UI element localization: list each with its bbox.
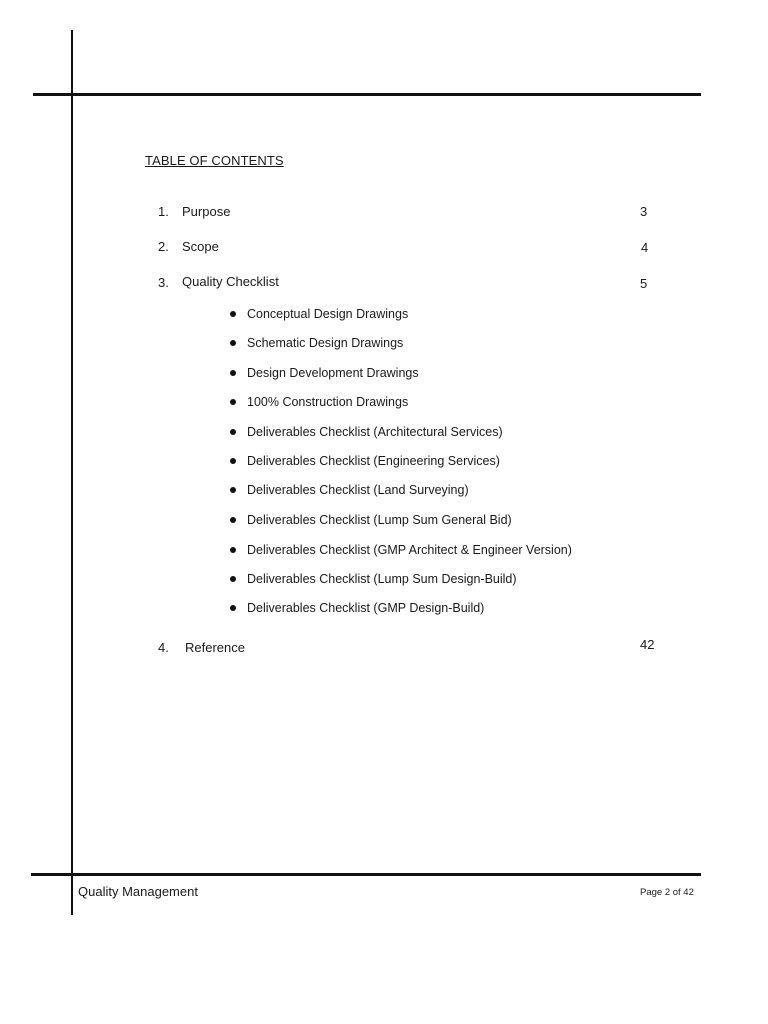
- bullet-icon: [230, 370, 236, 376]
- toc-sub-item: Deliverables Checklist (Engineering Services): [230, 454, 500, 468]
- toc-entry-label: Purpose: [182, 204, 231, 219]
- header-rule: [33, 93, 701, 96]
- bullet-icon: [230, 340, 236, 346]
- toc-entry-number: 3.: [158, 275, 169, 290]
- bullet-icon: [230, 605, 236, 611]
- bullet-icon: [230, 429, 236, 435]
- toc-entry-page: 3: [640, 204, 648, 219]
- toc-sub-item: Deliverables Checklist (Lump Sum Design-Build): [230, 572, 517, 586]
- toc-entry-number: 4.: [158, 640, 169, 655]
- bullet-icon: [230, 517, 236, 523]
- toc-entry-page: 4: [641, 240, 649, 255]
- footer-document-title: Quality Management: [78, 884, 198, 899]
- footer-page-number: Page 2 of 42: [640, 887, 694, 898]
- toc-sub-item: Deliverables Checklist (Land Surveying): [230, 483, 469, 497]
- bullet-icon: [230, 487, 236, 493]
- toc-entry-label: Reference: [185, 640, 245, 655]
- toc-sub-item: 100% Construction Drawings: [230, 395, 408, 409]
- toc-entry-number: 2.: [158, 239, 169, 254]
- bullet-icon: [230, 547, 236, 553]
- footer-rule: [31, 873, 701, 876]
- toc-entry-page: 42: [640, 637, 655, 652]
- toc-entry-label: Quality Checklist: [182, 274, 279, 289]
- bullet-icon: [230, 399, 236, 405]
- toc-sub-item: Schematic Design Drawings: [230, 336, 403, 350]
- left-margin-rule: [71, 30, 73, 915]
- toc-entry-page: 5: [640, 276, 648, 291]
- toc-sub-item: Deliverables Checklist (GMP Design-Build): [230, 601, 484, 615]
- toc-sub-item: Deliverables Checklist (Lump Sum General Bid): [230, 513, 512, 527]
- toc-sub-item: Conceptual Design Drawings: [230, 307, 408, 321]
- bullet-icon: [230, 458, 236, 464]
- toc-entry-number: 1.: [158, 204, 169, 219]
- toc-sub-item: Deliverables Checklist (GMP Architect & Engineer Version): [230, 543, 572, 557]
- bullet-icon: [230, 576, 236, 582]
- toc-sub-item: Design Development Drawings: [230, 366, 419, 380]
- toc-entry-label: Scope: [182, 239, 219, 254]
- toc-sub-item: Deliverables Checklist (Architectural Services): [230, 425, 503, 439]
- bullet-icon: [230, 311, 236, 317]
- toc-title: TABLE OF CONTENTS: [145, 153, 284, 168]
